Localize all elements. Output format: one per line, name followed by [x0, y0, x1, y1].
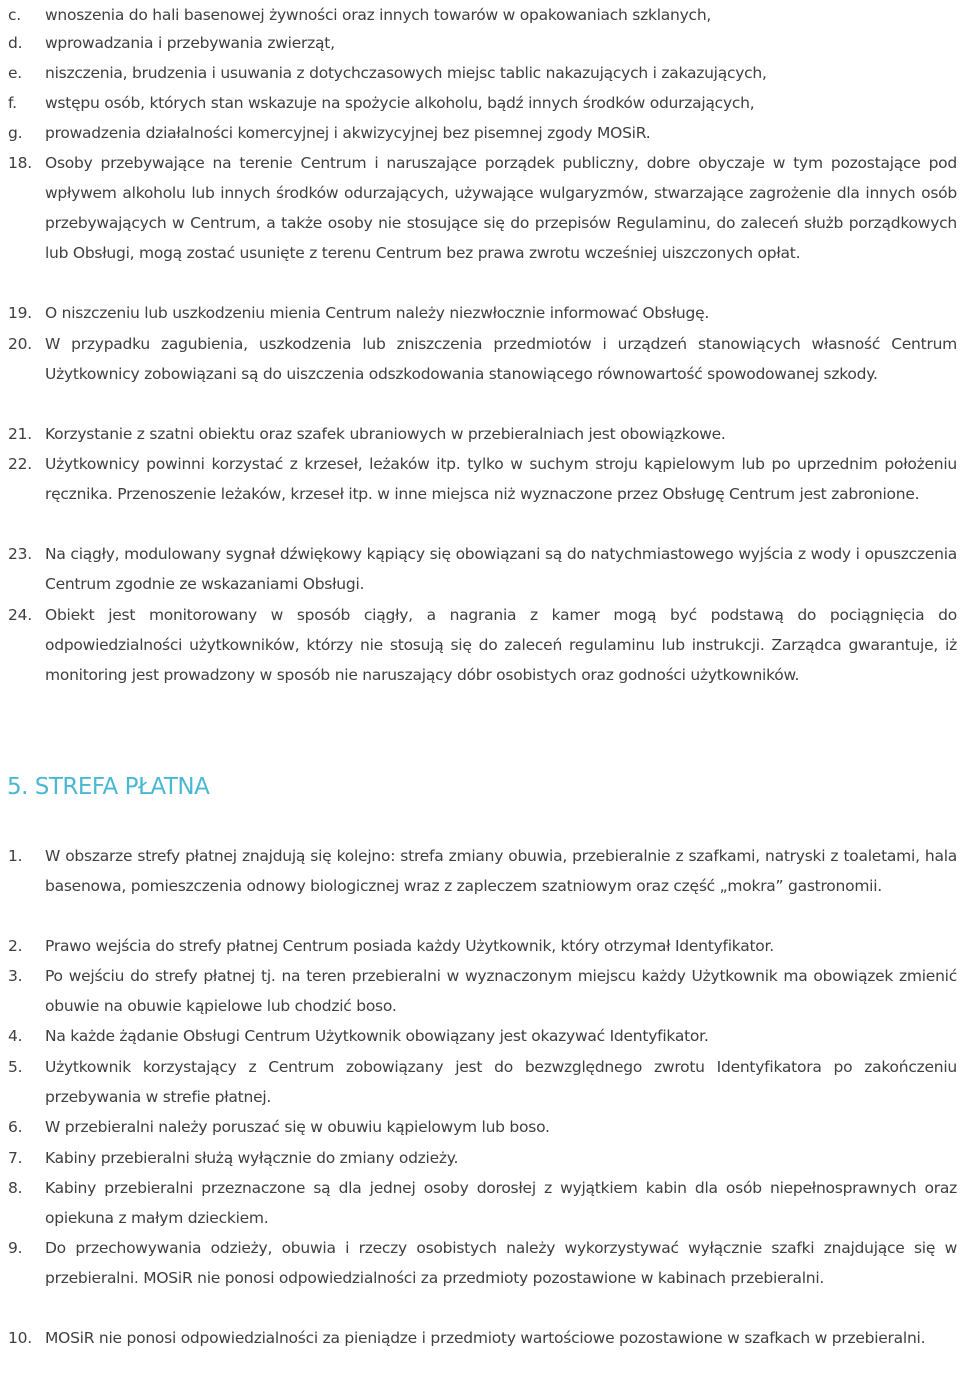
item-text: MOSiR nie ponosi odpowiedzialności za pieniądze i przedmioty wartościowe pozostawione w szafkach w przebieralni.	[45, 1329, 926, 1347]
item-number: 7.	[8, 1149, 23, 1167]
item-number: e.	[8, 64, 22, 82]
item-text: prowadzenia działalności komercyjnej i akwizycyjnej bez pisemnej zgody MOSiR.	[45, 124, 651, 142]
item-text: Osoby przebywające na terenie Centrum i naruszające porządek publiczny, dobre obyczaje w tym pozostające pod wpływem alkoholu lub innych środków odurzających, używające wulgaryzmów, stwarzające zagrożenie dla innych osób przebywających w Centrum, a także osoby nie stosujące się do przepisów Regulaminu, do zaleceń służb porządkowych lub Obsługi, mogą zostać usunięte z terenu Centrum bez prawa zwrotu wcześniej uiszczonych opłat.	[45, 154, 957, 262]
item-number: c.	[8, 6, 21, 24]
item-text: Po wejściu do strefy płatnej tj. na teren przebieralni w wyznaczonym miejscu każdy Użytkownik ma obowiązek zmienić obuwie na obuwie kąpielowe lub chodzić boso.	[45, 967, 957, 1015]
item-text: O niszczeniu lub uszkodzeniu mienia Centrum należy niezwłocznie informować Obsługę.	[45, 304, 710, 322]
item-text: Na ciągły, modulowany sygnał dźwiękowy kąpiący się obowiązani są do natychmiastowego wyjścia z wody i opuszczenia Centrum zgodnie ze wskazaniami Obsługi.	[45, 545, 957, 593]
item-number: 9.	[8, 1239, 23, 1257]
item-text: Użytkownicy powinni korzystać z krzeseł, leżaków itp. tylko w suchym stroju kąpielowym lub po uprzednim położeniu ręcznika. Przenoszenie leżaków, krzeseł itp. w inne miejsca niż wyznaczone przez Obsługę Centrum jest zabronione.	[45, 455, 957, 503]
item-number: g.	[8, 124, 23, 142]
item-number: 6.	[8, 1118, 23, 1136]
item-text: niszczenia, brudzenia i usuwania z dotychczasowych miejsc tablic nakazujących i zakazujących,	[45, 64, 767, 82]
item-number: 23.	[8, 545, 32, 563]
item-text: wnoszenia do hali basenowej żywności oraz innych towarów w opakowaniach szklanych,	[45, 6, 712, 24]
item-text: Kabiny przebieralni służą wyłącznie do zmiany odzieży.	[45, 1149, 459, 1167]
item-text: Użytkownik korzystający z Centrum zobowiązany jest do bezwzględnego zwrotu Identyfikatora po zakończeniu przebywania w strefie płatnej.	[45, 1058, 957, 1106]
item-number: 21.	[8, 425, 32, 443]
item-text: Obiekt jest monitorowany w sposób ciągły, a nagrania z kamer mogą być podstawą do pociągnięcia do odpowiedzialności użytkowników, którzy nie stosują się do zaleceń regulaminu lub instrukcji. Zarządca gwarantuje, iż monitoring jest prowadzony w sposób nie naruszający dóbr osobistych oraz godności użytkowników.	[45, 606, 957, 684]
item-number: 20.	[8, 335, 32, 353]
item-text: wprowadzania i przebywania zwierząt,	[45, 34, 335, 52]
item-number: 2.	[8, 937, 23, 955]
item-text: Korzystanie z szatni obiektu oraz szafek ubraniowych w przebieralniach jest obowiązkowe.	[45, 425, 726, 443]
item-text: Prawo wejścia do strefy płatnej Centrum posiada każdy Użytkownik, który otrzymał Identyfikator.	[45, 937, 774, 955]
item-number: 5.	[8, 1058, 23, 1076]
item-text: Na każde żądanie Obsługi Centrum Użytkownik obowiązany jest okazywać Identyfikator.	[45, 1027, 709, 1045]
item-text: W przebieralni należy poruszać się w obuwiu kąpielowym lub boso.	[45, 1118, 550, 1136]
item-number: 8.	[8, 1179, 23, 1197]
item-number: 19.	[8, 304, 32, 322]
item-number: 3.	[8, 967, 23, 985]
item-number: 18.	[8, 154, 32, 172]
item-number: 4.	[8, 1027, 23, 1045]
item-number: d.	[8, 34, 23, 52]
item-number: 1.	[8, 847, 23, 865]
item-text: W obszarze strefy płatnej znajdują się kolejno: strefa zmiany obuwia, przebieralnie z szafkami, natryski z toaletami, hala basenowa, pomieszczenia odnowy biologicznej wraz z zapleczem szatniowym oraz część „mokra” gastronomii.	[45, 847, 957, 895]
item-number: 22.	[8, 455, 32, 473]
item-number: 24.	[8, 606, 32, 624]
section-heading: 5. STREFA PŁATNA	[7, 774, 210, 800]
item-text: Kabiny przebieralni przeznaczone są dla jednej osoby dorosłej z wyjątkiem kabin dla osób niepełnosprawnych oraz opiekuna z małym dzieckiem.	[45, 1179, 957, 1227]
item-number: 10.	[8, 1329, 32, 1347]
item-number: f.	[8, 94, 17, 112]
item-text: wstępu osób, których stan wskazuje na spożycie alkoholu, bądź innych środków odurzających,	[45, 94, 755, 112]
item-text: W przypadku zagubienia, uszkodzenia lub zniszczenia przedmiotów i urządzeń stanowiących własność Centrum Użytkownicy zobowiązani są do uiszczenia odszkodowania stanowiącego równowartość spowodowanej szkody.	[45, 335, 957, 383]
item-text: Do przechowywania odzieży, obuwia i rzeczy osobistych należy wykorzystywać wyłącznie szafki znajdujące się w przebieralni. MOSiR nie ponosi odpowiedzialności za przedmioty pozostawione w kabinach przebieralni.	[45, 1239, 957, 1287]
